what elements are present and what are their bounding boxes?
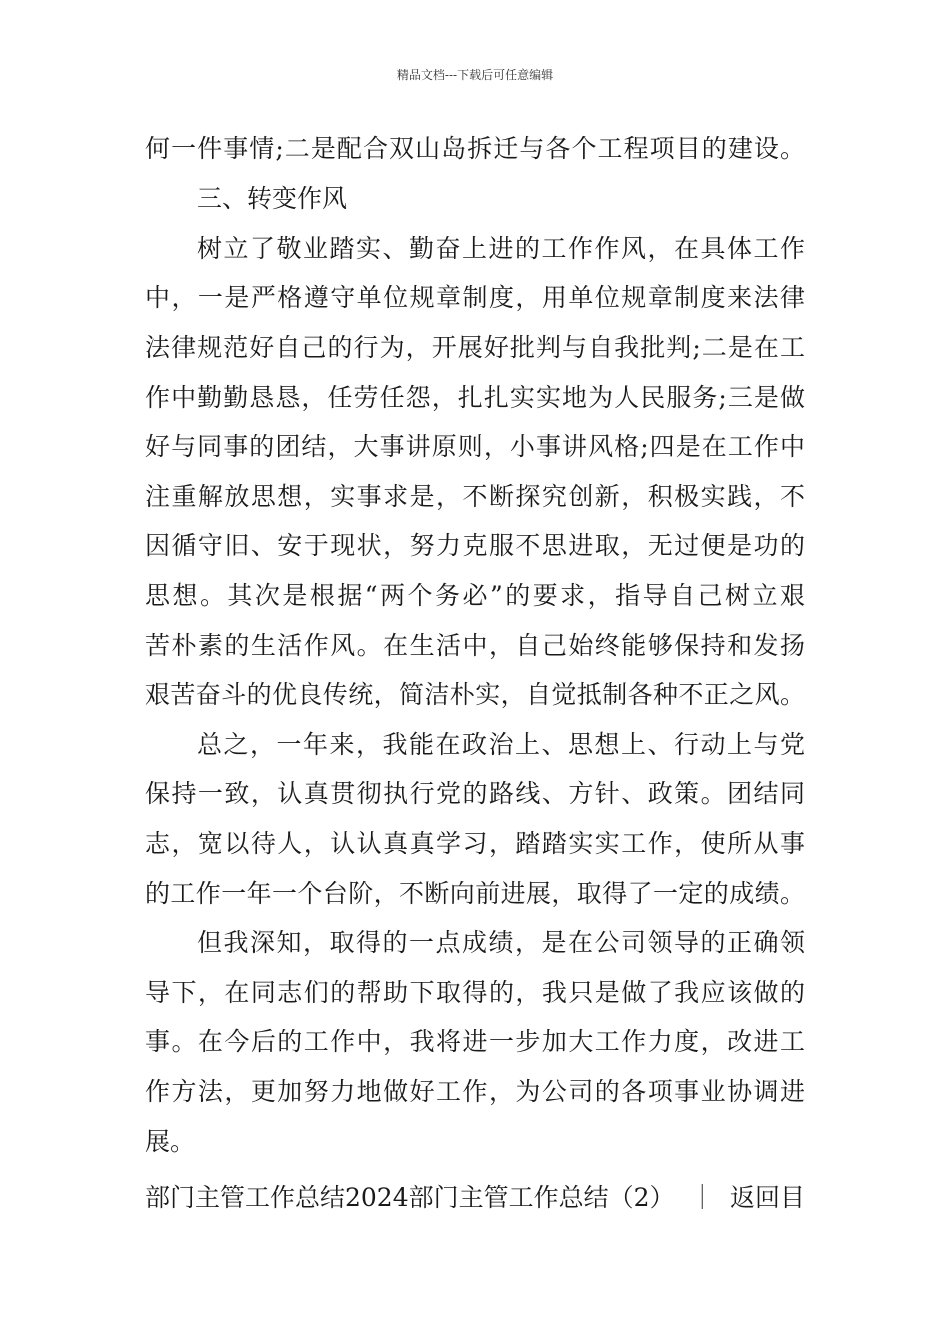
body-line: 作方法，更加努力地做好工作，为公司的各项事业协调进 bbox=[145, 1077, 805, 1106]
body-line: 好与同事的团结，大事讲原则，小事讲风格;四是在工作中 bbox=[145, 432, 805, 461]
body-line: 注重解放思想，实事求是，不断探究创新，积极实践，不 bbox=[145, 482, 805, 511]
footer-nav bbox=[145, 1173, 805, 1223]
body-line: 因循守旧、安于现状，努力克服不思进取，无过便是功的 bbox=[145, 531, 805, 560]
section-heading: 三、转变作风 bbox=[197, 184, 348, 213]
body-line: 艰苦奋斗的优良传统，简洁朴实，自觉抵制各种不正之风。 bbox=[145, 680, 805, 709]
body-line: 事。在今后的工作中，我将进一步加大工作力度，改进工 bbox=[145, 1027, 805, 1056]
footer-title[interactable]: 部门主管工作总结2024部门主管工作总结（2） bbox=[145, 1183, 675, 1212]
body-line: 但我深知，取得的一点成绩，是在公司领导的正确领 bbox=[197, 928, 805, 957]
page-header: 精品文档---下载后可任意编辑 bbox=[396, 68, 554, 82]
body-line: 导下，在同志们的帮助下取得的，我只是做了我应该做的 bbox=[145, 978, 805, 1007]
back-link[interactable]: 返回目 bbox=[729, 1183, 805, 1212]
body-line: 志，宽以待人，认认真真学习，踏踏实实工作，使所从事 bbox=[145, 829, 805, 858]
body-line: 何一件事情;二是配合双山岛拆迁与各个工程项目的建设。 bbox=[145, 134, 805, 163]
body-line: 思想。其次是根据“两个务必”的要求，指导自己树立艰 bbox=[145, 581, 805, 610]
body-line: 法律规范好自己的行为，开展好批判与自我批判;二是在工 bbox=[145, 333, 805, 362]
body-line: 的工作一年一个台阶，不断向前进展，取得了一定的成绩。 bbox=[145, 879, 805, 908]
body-line: 树立了敬业踏实、勤奋上进的工作作风，在具体工作 bbox=[197, 234, 805, 263]
body-line: 作中勤勤恳恳，任劳任怨，扎扎实实地为人民服务;三是做 bbox=[145, 383, 805, 412]
body-line: 中，一是严格遵守单位规章制度，用单位规章制度来法律 bbox=[145, 283, 805, 312]
body-line: 展。 bbox=[145, 1127, 196, 1156]
body-line: 总之，一年来，我能在政治上、思想上、行动上与党 bbox=[197, 730, 805, 759]
body-line: 苦朴素的生活作风。在生活中，自己始终能够保持和发扬 bbox=[145, 631, 805, 660]
body-line: 保持一致，认真贯彻执行党的路线、方针、政策。团结同 bbox=[145, 779, 805, 808]
footer-separator: ｜ bbox=[689, 1183, 715, 1212]
